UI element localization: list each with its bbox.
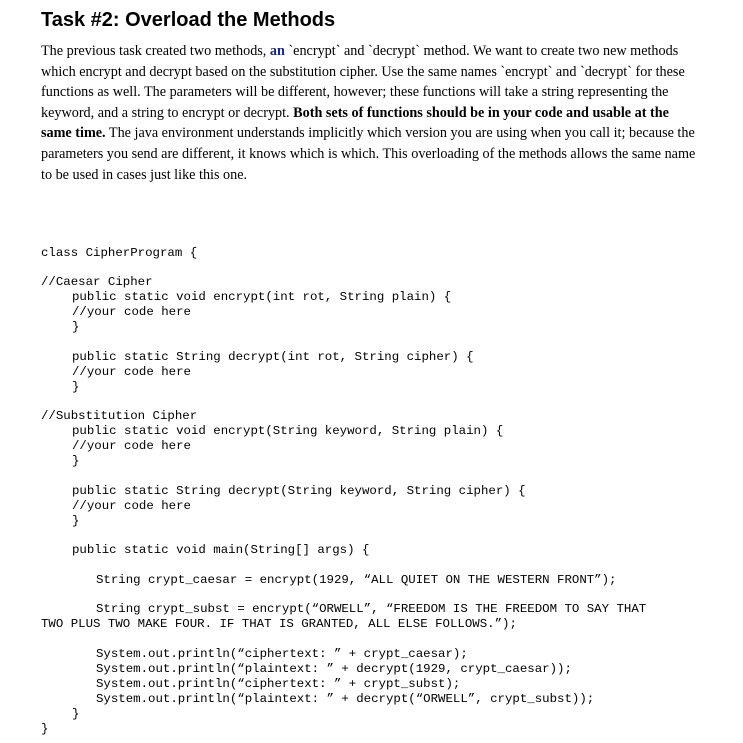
subst-encrypt-signature: public static void encrypt(String keyword, String plain) { [72,424,504,438]
subst-decrypt-body: //your code here [72,499,191,513]
caesar-encrypt-close: } [72,320,80,334]
crypt-subst-line-2: TWO PLUS TWO MAKE FOUR. IF THAT IS GRANTED, ALL ELSE FOLLOWS.”); [41,617,517,631]
description-part-3: The java environment understands implicitly which version you are using when you call it; because the parameters you send are different, it knows which is which. This overloading of the methods allows the same name to be used in cases just like this one. [41,125,696,183]
subst-encrypt-close: } [72,454,80,468]
crypt-caesar-line: String crypt_caesar = encrypt(1929, “ALL QUIET ON THE WESTERN FRONT”); [96,573,617,587]
subst-decrypt-signature: public static String decrypt(String keyword, String cipher) { [72,484,526,498]
subst-decrypt-close: } [72,514,80,528]
bold-requirement: Both sets of functions should be in your code and usable at the same time. [41,104,669,142]
substitution-comment: //Substitution Cipher [41,409,198,423]
task-title: Task #2: Overload the Methods [41,9,336,31]
caesar-decrypt-close: } [72,380,80,394]
subst-encrypt-body: //your code here [72,439,191,453]
caesar-comment: //Caesar Cipher [41,275,153,289]
crypt-subst-line-1: String crypt_subst = encrypt(“ORWELL”, “FREEDOM IS THE FREEDOM TO SAY THAT [96,602,647,616]
println-ciphertext-subst: System.out.println(“ciphertext: ” + crypt_subst); [96,677,461,691]
description-part-2: `encrypt` and `decrypt` method. We want to create two new methods which encrypt and decrypt based on the substitution cipher. Use the same names `encrypt` and `decrypt` for these functions as well. The parameters will be different, however; these functions will take a string representing the keyword, and a string to encrypt or decrypt. [41,43,685,121]
caesar-decrypt-signature: public static String decrypt(int rot, String cipher) { [72,350,474,364]
caesar-encrypt-body: //your code here [72,305,191,319]
println-ciphertext-caesar: System.out.println(“ciphertext: ” + crypt_caesar); [96,647,468,661]
class-declaration: class CipherProgram { [41,246,198,260]
caesar-decrypt-body: //your code here [72,365,191,379]
println-plaintext-caesar: System.out.println(“plaintext: ” + decrypt(1929, crypt_caesar)); [96,662,572,676]
println-plaintext-subst: System.out.println(“plaintext: ” + decrypt(“ORWELL”, crypt_subst)); [96,692,595,706]
description-part-1: The previous task created two methods, [41,43,270,59]
class-close: } [41,722,49,736]
caesar-encrypt-signature: public static void encrypt(int rot, String plain) { [72,290,452,304]
highlighted-word: an [269,43,285,59]
main-close: } [72,707,80,721]
main-signature: public static void main(String[] args) { [72,543,370,557]
